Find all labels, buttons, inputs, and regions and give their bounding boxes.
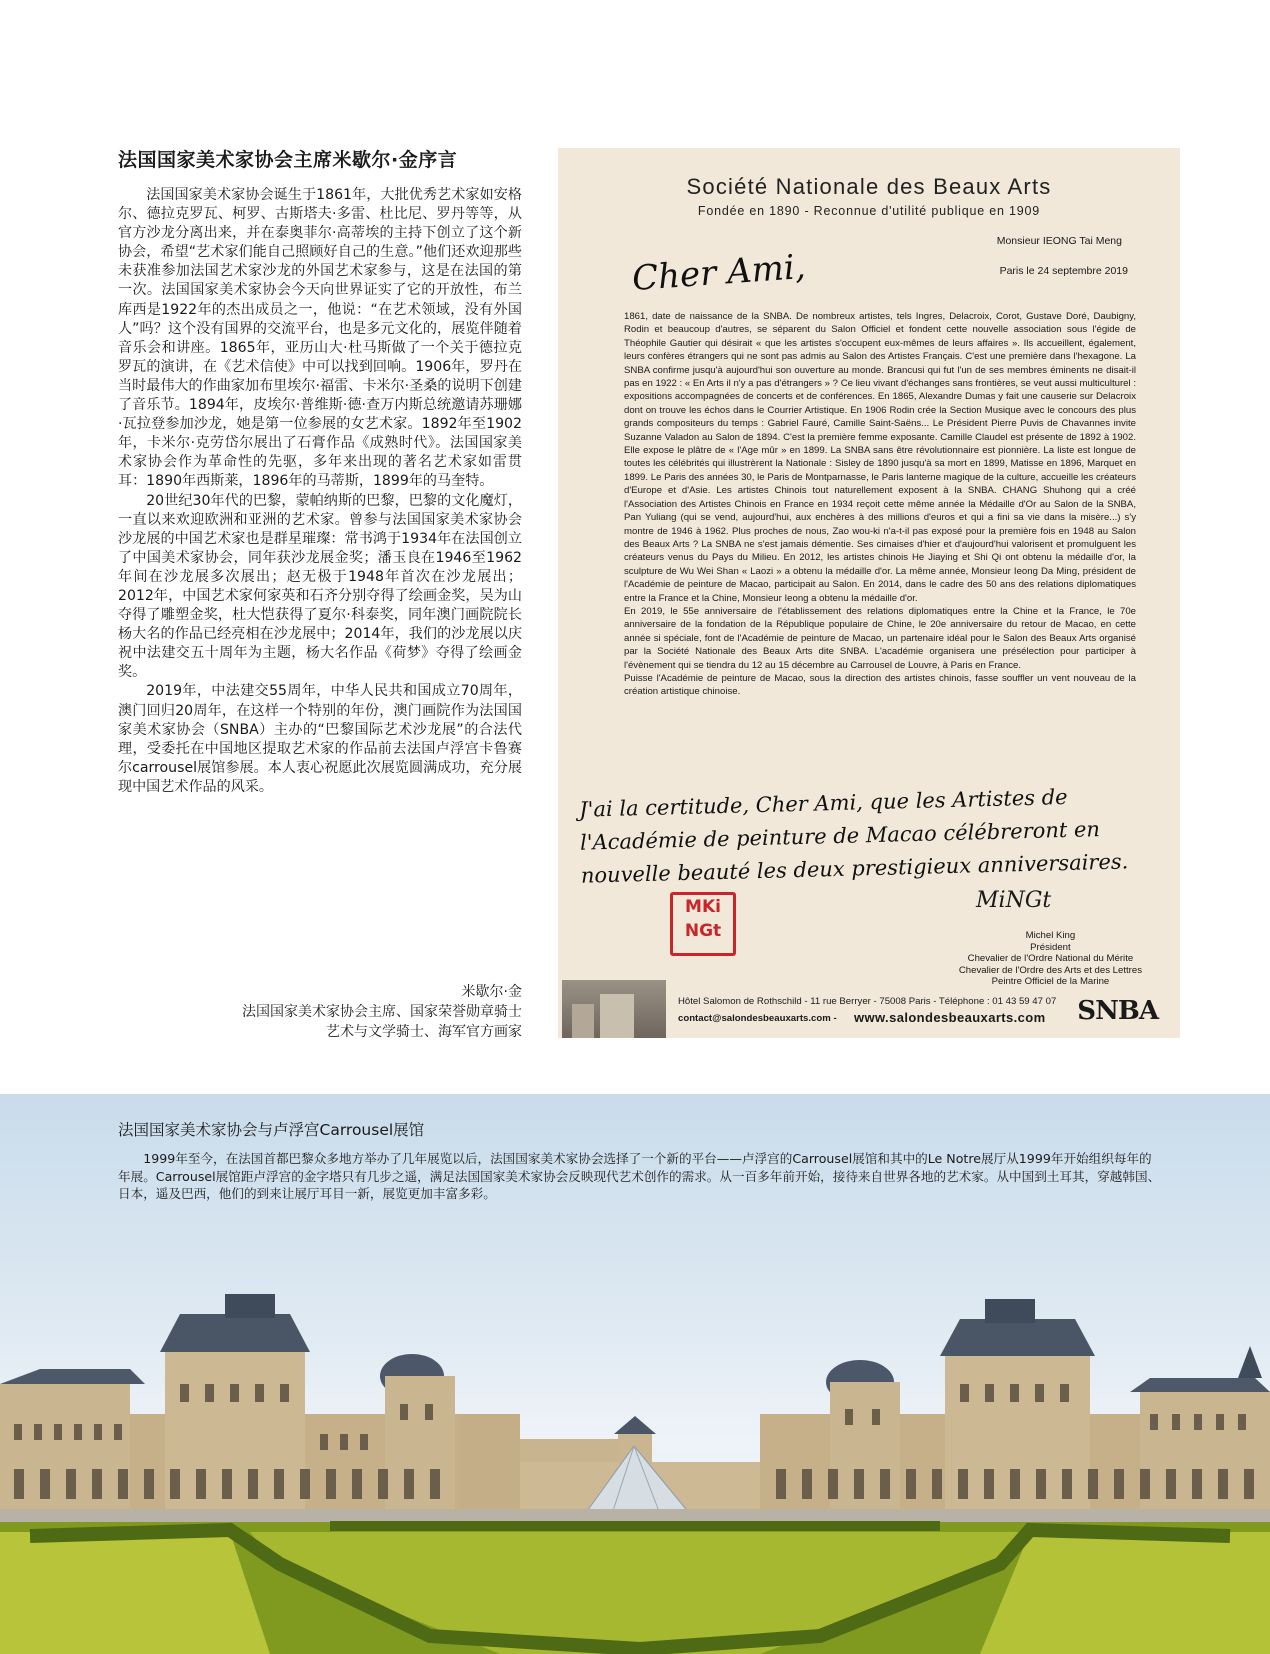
letter-signer-name: Michel King <box>1025 930 1076 941</box>
hotel-photo-thumbnail <box>562 980 666 1038</box>
handwritten-note: J'ai la certitude, Cher Ami, que les Artistes de l'Académie de peinture de Macao célébreront en nouvelle beauté les deux prestigieux anniversaires. <box>578 784 1129 888</box>
letter-date: Paris le 24 septembre 2019 <box>999 265 1128 277</box>
seal-text: MKi NGt <box>684 897 722 941</box>
letter-signer-role: Président <box>1030 941 1071 953</box>
letter-contact-email: contact@salondesbeauxarts.com - <box>678 1013 837 1024</box>
letter-greeting: Cher Ami, <box>630 246 807 300</box>
preface-paragraph-3: 2019年，中法建交55周年，中华人民共和国成立70周年，澳门回归20周年，在这样一个特别的年份，澳门画院作为法国国家美术家协会（SNBA）主办的“巴黎国际艺术沙龙展”的合法代理，受委托在中国地区提取艺术家的作品前去法国卢浮宫卡鲁赛尔carrousel展馆参展。本人衷心祝愿此次展览圆满成功，充分展现中国艺术作品的风采。 <box>118 683 522 795</box>
lawn-patch-left <box>0 1532 270 1654</box>
letter-organization: Société Nationale des Beaux Arts <box>686 174 1052 199</box>
letter-paragraph-1: 1861, date de naissance de la SNBA. De nombreux artistes, tels Ingres, Delacroix, Corot, Gustave Doré, Daubigny, Rodin et beaucoup d'autres, se séparent du Salon Officiel et fondent cette nouvelle association sous l'égide de Théophile Gautier qui désirait « que les artistes s'occupent eux-mêmes de leurs affaires ». Ils accueillent, également, leurs confères étrangers qui ne sont pas admis au Salon des Artistes Français. C'est une première dans l'hexagone. La SNBA confirme jusqu'à aujourd'hui son ouverture au monde. Brancusi qui fut l'un de ses membres éminents ne disait-il pas en 1922 : « En Arts il n'y a pas d'étrangers » ? Ce lieu vivant d'échanges sans frontières, se veut aussi multiculturel : expositions accompagnées de concerts et de conférences. En 1865, Alexandre Dumas y fait une causerie sur Delacroix dont on trouve les échos dans le Courrier Artistique. En 1906 Rodin crée la Section Musique avec le concours des plus grands compositeurs du temps : Gabriel Fauré, Camille Saint-Saëns... Le Président Pierre Puvis de Chavannes invite Suzanne Valadon au Salon de 1894. C'est la première femme exposante. Camille Claudel est présente de 1892 à 1902. Elle expose le plâtre de « l'Age mûr » en 1899. La SNBA sans être révolutionnaire est pionnière. La liste est longue de toutes les célébrités qui illustrèrent la Nationale : Sisley de 1890 jusqu'à sa mort en 1899, Matisse en 1896, Marquet en 1899. Le Paris des années 30, le Paris de Montparnasse, le Paris lanterne magique de la culture, accueille les créateurs d'Europe et d'Asie. Les artistes Chinois tout naturellement exposent à la SNBA. CHANG Shuhong qui a créé l'Association des Artistes Chinois en France en 1934 reçoit cette même année la Médaille d'Or au Salon de la SNBA, Pan Yuliang (qui se vend, aujourd'hui, aux enchères à des millions d'euros et qui a fini sa vie dans la misère...) s'y montre de 1946 à 1962. Plus proches de nous, Zao wou-ki n'a-t-il pas exposé pour la première fois en 1948 au Salon des Beaux Arts ? La SNBA ne s'est jamais démentie. Ses cimaises d'hier et d'aujourd'hui valorisent et promulguent les créateurs venus du Pays du Milieu. En 2012, les artistes chinois He Jiaying et Shi Qi ont obtenu la médaille d'or, la sculpture de Wu Wei Shan « Laozi » a obtenu la médaille d'or. La même année, Monsieur Ieong Da Ming, président de l'Académie de peinture de Macao, participait au Salon. En 2014, dans le cadre des 50 ans des relations diplomatiques entre la France et la Chine, Monsieur Ieong a obtenu la médaille d'or. <box>624 311 1136 604</box>
preface-paragraph-1: 法国国家美术家协会诞生于1861年，大批优秀艺术家如安格尔、德拉克罗瓦、柯罗、古斯塔夫·多雷、杜比尼、罗丹等等，从官方沙龙分离出来，并在泰奥菲尔·高蒂埃的主持下创立了这个新协会，希望“艺术家们能自己照顾好自己的生意。”他们还欢迎那些未获准参加法国艺术家沙龙的外国艺术家参与，这是在法国的第一次。法国国家美术家协会今天向世界证实了它的开放性，布兰库西是1922年的杰出成员之一，他说：“在艺术领域，没有外国人”吗？这个没有国界的交流平台，也是多元文化的，展览伴随着音乐会和讲座。1865年，亚历山大·杜马斯做了一个关于德拉克罗瓦的演讲，在《艺术信使》中可以找到回响。1906年，罗丹在当时最伟大的作曲家加布里埃尔·福雷、卡米尔·圣桑的说明下创建了音乐节。1894年，皮埃尔·普维斯·德·查万内斯总统邀请苏珊娜·瓦拉登参加沙龙，她是第一位参展的女艺术家。1892年至1902年，卡米尔·克劳岱尔展出了石膏作品《成熟时代》。法国国家美术家协会作为革命性的先驱，多年来出现的著名艺术家如雷贯耳：1890年西斯莱，1896年的马蒂斯，1899年的马奎特。 <box>118 187 522 490</box>
preface-paragraph-2: 20世纪30年代的巴黎，蒙帕纳斯的巴黎，巴黎的文化魔灯，一直以来欢迎欧洲和亚洲的艺术家。曾参与法国国家美术家协会沙龙展的中国艺术家也是群星璀璨：常书鸿于1934年在法国创立了中国美术家协会，同年获沙龙展金奖；潘玉良在1946至1962年间在沙龙展多次展出；赵无极于1948年首次在沙龙展出；2012年，中国艺术家何家英和石齐分别夺得了绘画金奖，吴为山夺得了雕塑金奖，杜大恺获得了夏尔·科泰奖，同年澳门画院院长杨大名的作品已经亮相在沙龙展中；2014年，我们的沙龙展以庆祝中法建交五十周年为主题，杨大名作品《荷梦》夺得了绘画金奖。 <box>118 492 522 681</box>
snba-logo: SNBA <box>1077 996 1158 1026</box>
carrousel-text: 1999年至今，在法国首都巴黎众多地方举办了几年展览以后，法国国家美术家协会选择了一个新的平台——卢浮宫的Carrousel展馆和其中的Le Notre展厅从1999年开始组织每年的年展。Carrousel展馆距卢浮宫的金字塔只有几步之遥，满足法国国家美术家协会反映现代艺术创作的需求。从一百多年前开始，接待来自世界各地的艺术家。从中国到土耳其，穿越韩国、日本，遥及巴西，他们的到来让展厅耳目一新，展览更加丰富多彩。 <box>118 1151 1161 1202</box>
preface-signature <box>118 982 522 1042</box>
signer-name: 米歇尔·金 <box>461 984 522 1000</box>
letter-address: Hôtel Salomon de Rothschild - 11 rue Berryer - 75008 Paris - Téléphone : 01 43 59 47 07 <box>678 996 1057 1007</box>
signer-title-line-2: 艺术与文学骑士、海军官方画家 <box>326 1024 522 1040</box>
letter-website: www.salondesbeauxarts.com <box>854 1010 1046 1025</box>
letter-subtitle: Fondée en 1890 - Reconnue d'utilité publique en 1909 <box>697 204 1041 218</box>
letter-paragraph-2: En 2019, le 55e anniversaire de l'établissement des relations diplomatiques entre la Chine et la France, le 70e anniversaire de la fondation de la République populaire de Chine, le 20e anniversaire du retour de Macao, en cette année si spéciale, font de l'Académie de peinture de Macao, un partenaire idéal pour le Salon des Beaux Arts organisé par la Société Nationale des Beaux Arts dite SNBA. L'académie organisera une présélection pour participer à l'évènement qui se tiendra du 12 au 15 décembre au Carrousel de Louvre, à Paris en France. <box>624 605 1136 671</box>
lawn-patch-right <box>980 1532 1270 1654</box>
handwritten-signature: MiNGt <box>976 888 1052 913</box>
letter-recipient: Monsieur IEONG Tai Meng <box>996 235 1122 247</box>
building-shape <box>600 994 634 1038</box>
snba-letter <box>558 148 1180 1038</box>
signer-title-line-1: 法国国家美术家协会主席、国家荣誉勋章骑士 <box>242 1004 522 1020</box>
letter-signer-honor-2: Chevalier de l'Ordre des Arts et des Lettres <box>958 964 1142 976</box>
letter-body <box>624 310 1136 699</box>
preface-column <box>118 148 522 797</box>
louvre-photo <box>0 1264 1270 1654</box>
carrousel-section <box>0 1094 1270 1654</box>
building-shape <box>572 1004 594 1038</box>
red-seal-stamp <box>670 892 736 956</box>
letter-header <box>558 174 1180 218</box>
letter-signer-honor-1: Chevalier de l'Ordre National du Mérite <box>967 953 1134 965</box>
letter-paragraph-3: Puisse l'Académie de peinture de Macao, sous la direction des artistes chinois, fasse souffler un vent nouveau de la création artistique chinoise. <box>624 672 1136 698</box>
letter-signer-block <box>959 930 1142 988</box>
letter-signer-honor-3: Peintre Officiel de la Marine <box>991 976 1110 988</box>
preface-title: 法国国家美术家协会主席米歇尔·金序言 <box>118 149 458 171</box>
carrousel-title: 法国国家美术家协会与卢浮宫Carrousel展馆 <box>118 1121 425 1139</box>
